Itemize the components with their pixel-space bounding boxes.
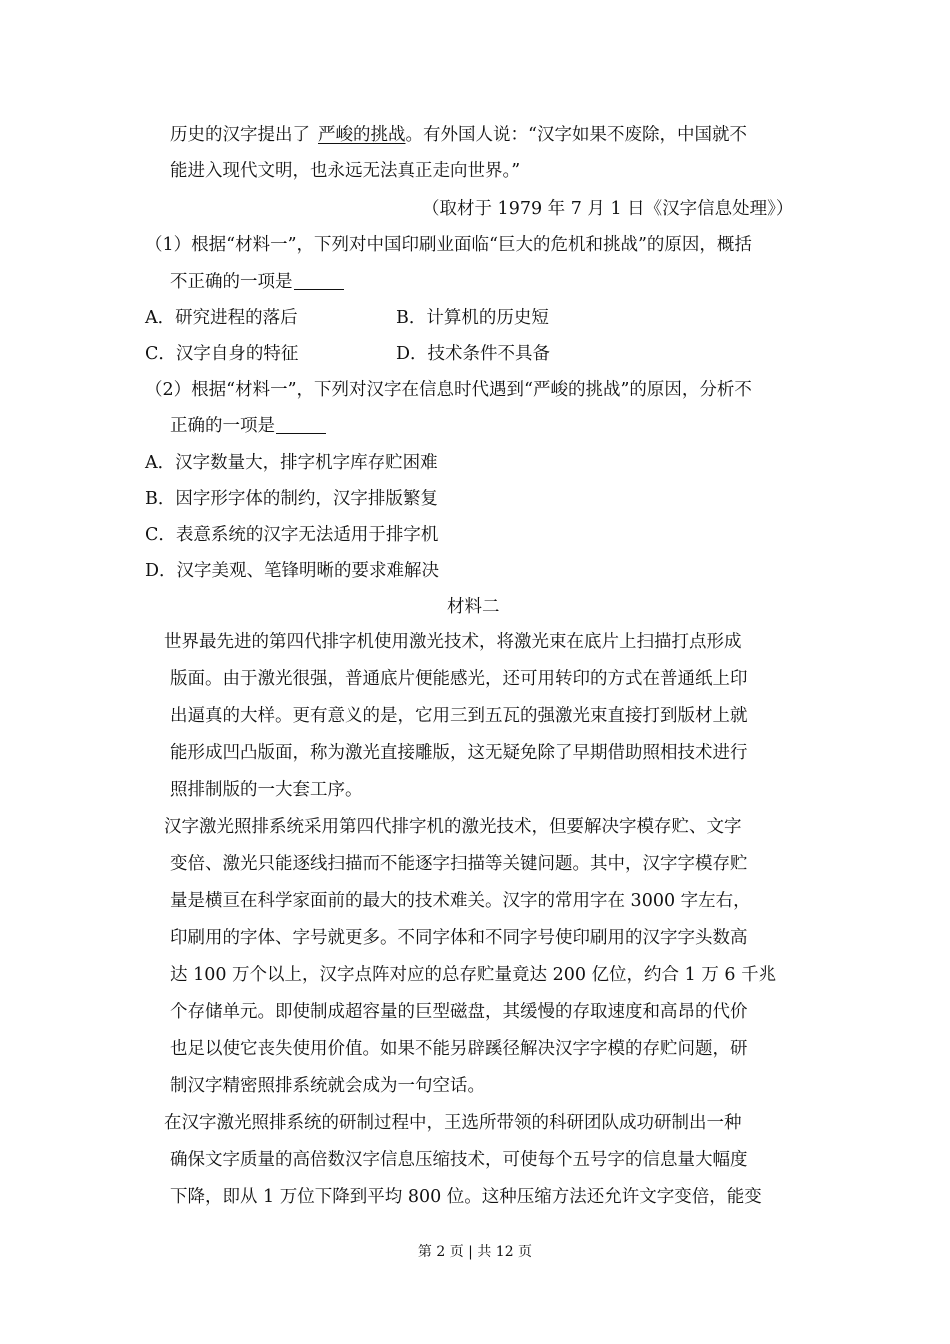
q1-option-d: D．技术条件不具备 bbox=[396, 344, 551, 364]
para0-line1-post: 。有外国人说：“汉字如果不废除，中国就不 bbox=[405, 125, 747, 145]
m2-p1-line4: 能形成凹凸版面，称为激光直接雕版，这无疑免除了早期借助照相技术进行 bbox=[170, 743, 748, 763]
underlined-phrase: 严峻的挑战 bbox=[318, 125, 406, 145]
q1-stem-text: 不正确的一项是 bbox=[170, 272, 293, 292]
m2-p2-line5: 达 100 万个以上，汉字点阵对应的总存贮量竟达 200 亿位，约合 1 万 6 千兆 bbox=[170, 965, 777, 985]
answer-blank bbox=[276, 415, 326, 434]
q2-option-a: A．汉字数量大，排字机字库存贮困难 bbox=[145, 453, 438, 473]
q1-stem-line1: （1）根据“材料一”，下列对中国印刷业面临“巨大的危机和挑战”的原因，概括 bbox=[145, 235, 752, 255]
m2-p2-line8: 制汉字精密照排系统就会成为一句空话。 bbox=[170, 1076, 485, 1096]
q2-option-d: D．汉字美观、笔锋明晰的要求难解决 bbox=[145, 561, 440, 581]
q1-stem-line2 bbox=[170, 270, 344, 294]
m2-p2-line2: 变倍、激光只能逐线扫描而不能逐字扫描等关键问题。其中，汉字字模存贮 bbox=[170, 854, 748, 874]
para0-line1 bbox=[170, 123, 747, 147]
m2-p2-line1: 汉字激光照排系统采用第四代排字机的激光技术，但要解决字模存贮、文字 bbox=[164, 817, 742, 837]
answer-blank bbox=[294, 271, 344, 290]
page-footer: 第 2 页 | 共 12 页 bbox=[417, 1244, 533, 1260]
q2-option-b: B．因字形字体的制约，汉字排版繁复 bbox=[145, 489, 438, 509]
m2-p3-line2: 确保文字质量的高倍数汉字信息压缩技术，可使每个五号字的信息量大幅度 bbox=[170, 1150, 748, 1170]
m2-p2-line3: 量是横亘在科学家面前的最大的技术难关。汉字的常用字在 3000 字左右， bbox=[170, 891, 751, 911]
m2-p2-line4: 印刷用的字体、字号就更多。不同字体和不同字号使印刷用的汉字字头数高 bbox=[170, 928, 748, 948]
q1-option-b: B．计算机的历史短 bbox=[396, 308, 549, 328]
source-citation: （取材于 1979 年 7 月 1 日《汉字信息处理》） bbox=[422, 199, 794, 219]
q1-option-c: C．汉字自身的特征 bbox=[145, 344, 299, 364]
m2-p1-line1: 世界最先进的第四代排字机使用激光技术，将激光束在底片上扫描打点形成 bbox=[164, 632, 742, 652]
m2-p1-line2: 版面。由于激光很强，普通底片便能感光，还可用转印的方式在普通纸上印 bbox=[170, 669, 748, 689]
m2-p1-line5: 照排制版的一大套工序。 bbox=[170, 780, 363, 800]
m2-p3-line1: 在汉字激光照排系统的研制过程中，王选所带领的科研团队成功研制出一种 bbox=[164, 1113, 742, 1133]
q2-stem-line2 bbox=[170, 414, 326, 438]
q2-stem-line1: （2）根据“材料一”，下列对汉字在信息时代遇到“严峻的挑战”的原因，分析不 bbox=[145, 380, 752, 400]
q2-stem-text: 正确的一项是 bbox=[170, 416, 275, 436]
m2-p1-line3: 出逼真的大样。更有意义的是，它用三到五瓦的强激光束直接打到版材上就 bbox=[170, 706, 748, 726]
m2-p3-line3: 下降，即从 1 万位下降到平均 800 位。这种压缩方法还允许文字变倍，能变 bbox=[170, 1187, 762, 1207]
m2-p2-line7: 也足以使它丧失使用价值。如果不能另辟蹊径解决汉字字模的存贮问题，研 bbox=[170, 1039, 748, 1059]
material2-heading: 材料二 bbox=[447, 597, 500, 617]
q2-option-c: C．表意系统的汉字无法适用于排字机 bbox=[145, 525, 439, 545]
m2-p2-line6: 个存储单元。即使制成超容量的巨型磁盘，其缓慢的存取速度和高昂的代价 bbox=[170, 1002, 748, 1022]
q1-option-a: A．研究进程的落后 bbox=[145, 308, 298, 328]
para0-line1-pre: 历史的汉字提出了 bbox=[170, 125, 310, 145]
para0-line2: 能进入现代文明，也永远无法真正走向世界。” bbox=[170, 161, 521, 181]
